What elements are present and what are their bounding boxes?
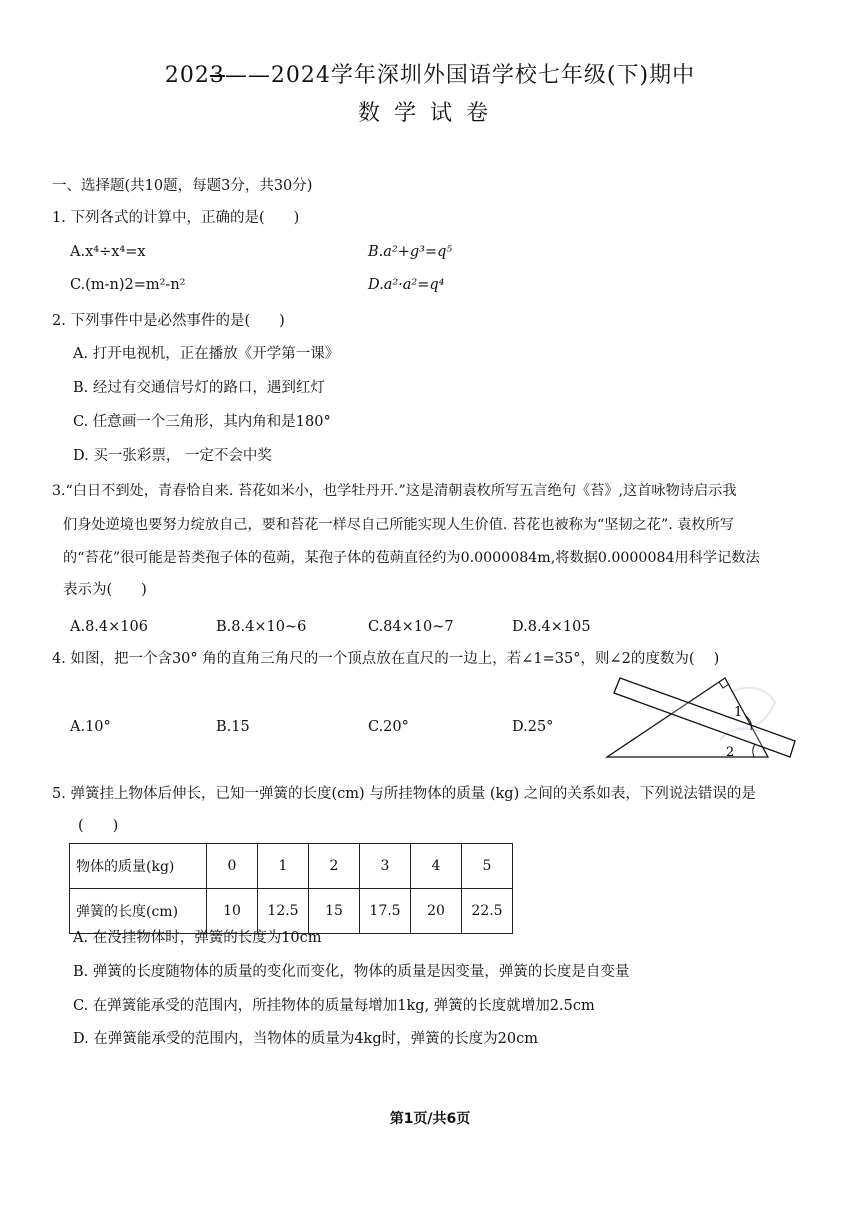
q1-option-d: D.a²·a²=q⁴ [368, 277, 445, 293]
q4-stem: 4. 如图，把一个含30° 角的直角三角尺的一个顶点放在直尺的一边上，若∠1=35°，则∠2的度数为( ) [52, 651, 720, 667]
q5-option-d: D. 在弹簧能承受的范围内，当物体的质量为4kg时，弹簧的长度为20cm [73, 1031, 538, 1047]
ruler-triangle-figure [600, 672, 805, 764]
page-number: 第1页/共6页 [389, 1111, 471, 1127]
q4-option-a: A.10° [70, 719, 111, 735]
spring-data-table [69, 843, 513, 934]
exam-title-line2: 数学试卷 [357, 101, 502, 126]
q4-option-d: D.25° [512, 719, 554, 735]
table-cell: 10 [207, 889, 258, 934]
q2-option-d: D. 买一张彩票， 一定不会中奖 [73, 448, 272, 464]
table-row [70, 844, 513, 889]
q3-line2: 们身处逆境也要努力绽放自己，要和苔花一样尽自己所能实现人生价值. 苔花也被称为“坚韧之花”. 袁枚所写 [63, 517, 734, 533]
table-cell: 4 [411, 844, 462, 889]
angle1-label: 1 [734, 705, 743, 720]
table-cell: 3 [360, 844, 411, 889]
angle2-label: 2 [726, 745, 735, 760]
q3-option-d: D.8.4×105 [512, 619, 591, 635]
q2-option-b: B. 经过有交通信号灯的路口，遇到红灯 [73, 380, 325, 396]
q4-option-c: C.20° [368, 719, 409, 735]
exam-title-line1 [0, 58, 860, 89]
q1-stem: 1. 下列各式的计算中，正确的是( ) [52, 210, 300, 226]
q5-option-c: C. 在弹簧能承受的范围内，所挂物体的质量每增加1kg, 弹簧的长度就增加2.5cm [73, 998, 595, 1014]
title-part-c: ——2024学年深圳外国语学校七年级(下)期中 [224, 63, 696, 88]
table-cell: 0 [207, 844, 258, 889]
q3-line1: 3.“白日不到处，青春恰自来. 苔花如米小，也学牡丹开.”这是清朝袁枚所写五言绝句《苔》,这首咏物诗启示我 [52, 483, 737, 499]
table-cell: 1 [258, 844, 309, 889]
ruler-shape [614, 678, 795, 757]
table-cell: 15 [309, 889, 360, 934]
q2-stem: 2. 下列事件中是必然事件的是( ) [52, 313, 285, 329]
q5-option-a: A. 在没挂物体时，弹簧的长度为10cm [73, 930, 322, 946]
q5-stem-line2: ( ) [78, 818, 119, 834]
q2-option-a: A. 打开电视机，正在播放《开学第一课》 [73, 346, 340, 362]
table-cell: 17.5 [360, 889, 411, 934]
title-part-a: 202 [164, 63, 210, 88]
table-cell: 12.5 [258, 889, 309, 934]
table-cell: 5 [462, 844, 513, 889]
table-cell: 20 [411, 889, 462, 934]
q2-option-c: C. 任意画一个三角形，其内角和是180° [73, 414, 331, 430]
q3-option-c: C.84×10~7 [368, 619, 454, 635]
title-struck-digit: 3 [209, 63, 225, 88]
q4-option-b: B.15 [216, 719, 250, 735]
q3-line4: 表示为( ) [63, 582, 147, 598]
q3-option-b: B.8.4×10~6 [216, 619, 307, 635]
q3-line3: 的“苔花”很可能是苔类孢子体的苞蒴，某孢子体的苞蒴直径约为0.0000084m,将数据0.0000084用科学记数法 [63, 550, 760, 566]
q1-option-c: C.(m-n)2=m²-n² [70, 277, 186, 293]
table-row-header: 弹簧的长度(cm) [70, 889, 207, 934]
q5-option-b: B. 弹簧的长度随物体的质量的变化而变化，物体的质量是因变量，弹簧的长度是自变量 [73, 964, 630, 980]
q1-option-a: A.x⁴÷x⁴=x [70, 244, 146, 260]
q3-option-a: A.8.4×106 [70, 619, 148, 635]
q5-stem-line1: 5. 弹簧挂上物体后伸长，已知一弹簧的长度(cm) 与所挂物体的质量 (kg) 之间的关系如表，下列说法错误的是 [52, 786, 756, 802]
table-row [70, 889, 513, 934]
section-heading: 一、选择题(共10题，每题3分，共30分) [52, 178, 313, 194]
table-cell: 22.5 [462, 889, 513, 934]
angle2-arc [753, 744, 755, 757]
table-cell: 2 [309, 844, 360, 889]
q1-option-b: B.a²+g³=q⁵ [368, 244, 453, 260]
table-row-header: 物体的质量(kg) [70, 844, 207, 889]
